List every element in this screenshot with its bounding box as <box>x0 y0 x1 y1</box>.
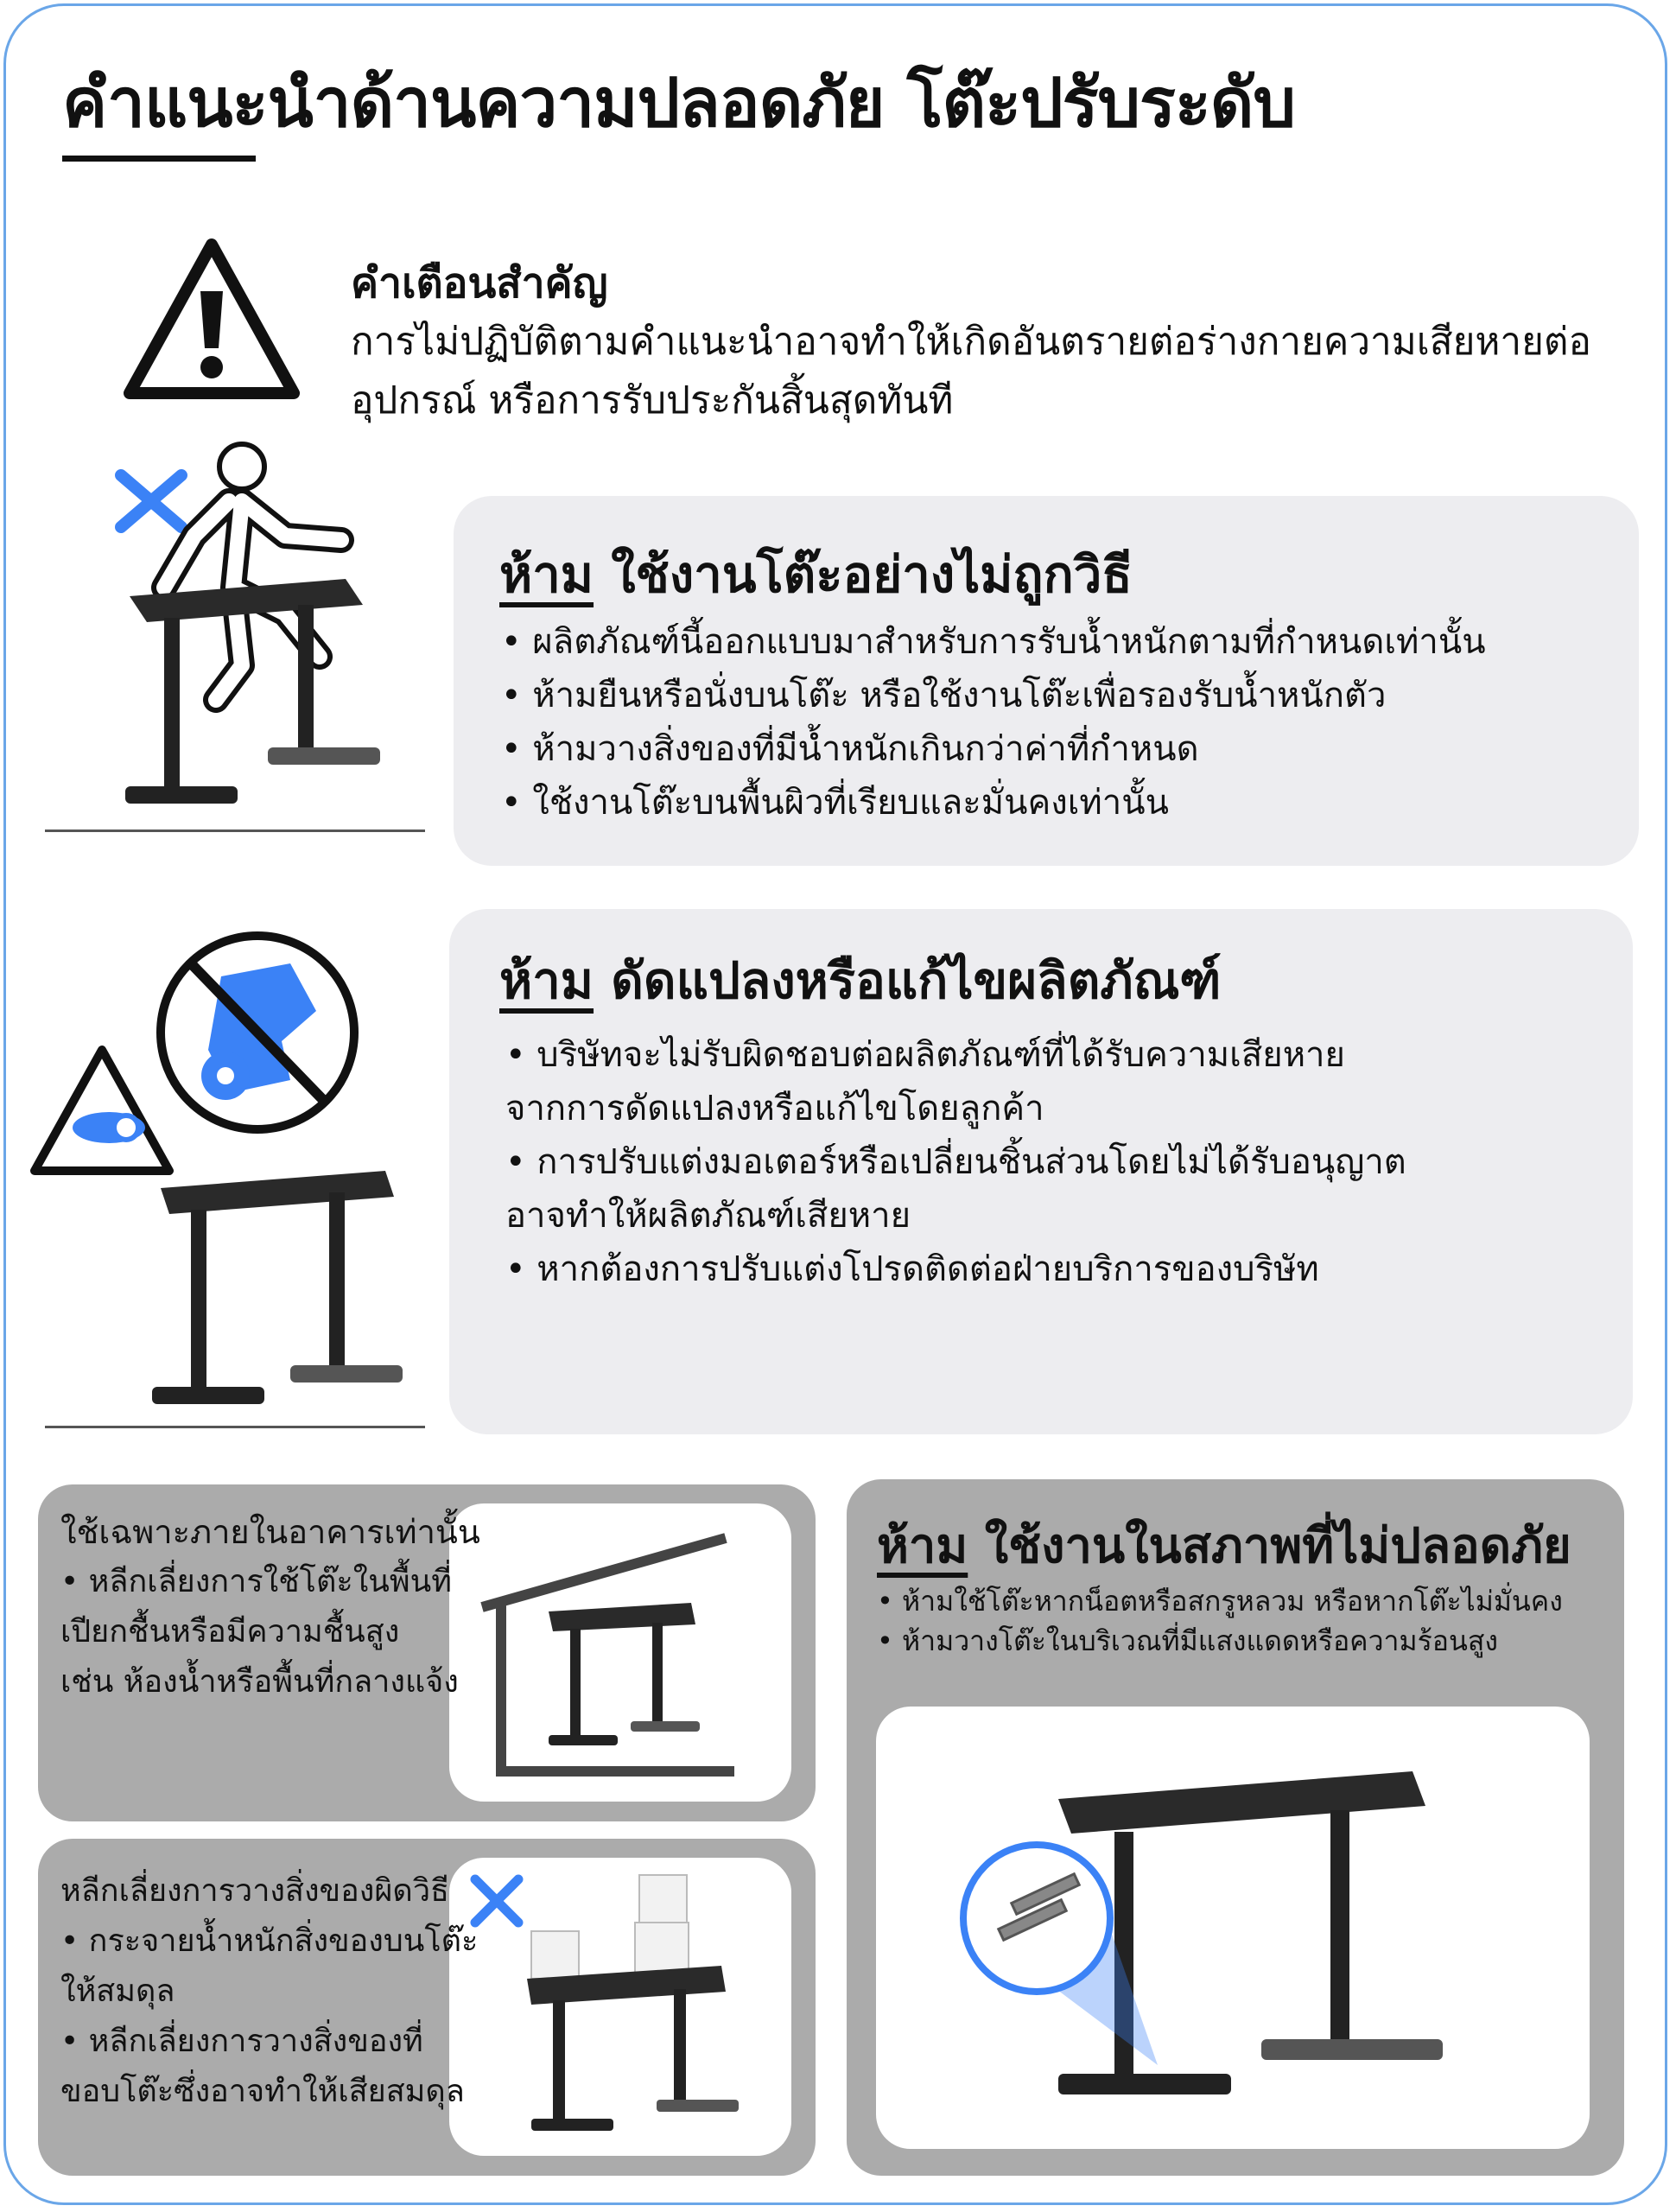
bullet-item: • ใช้งานโต๊ะบนพื้นผิวที่เรียบและมั่นคงเท่านั้น <box>501 783 1169 823</box>
indoor-line: เปียกชื้นหรือมีความชื้นสูง <box>60 1614 400 1649</box>
indoor-line: • หลีกเลี่ยงการใช้โต๊ะในพื้นที่ <box>60 1564 452 1599</box>
prohibit-label: ห้าม <box>499 545 594 604</box>
ground-line <box>45 830 425 832</box>
bullet-item: จากการดัดแปลงหรือแก้ไขโดยลูกค้า <box>505 1089 1044 1128</box>
bullet-item: • ห้ามวางโต๊ะในบริเวณที่มีแสงแดดหรือความร้อนสูง <box>877 1624 1499 1657</box>
modification-heading <box>499 940 1222 1020</box>
prohibit-label: ห้าม <box>877 1518 968 1574</box>
misuse-heading <box>499 534 1133 614</box>
indoor-heading: ใช้เฉพาะภายในอาคารเท่านั้น <box>60 1513 480 1551</box>
bullet-item: • ห้ามใช้โต๊ะหากน็อตหรือสกรูหลวม หรือหากโต๊ะไม่มั่นคง <box>877 1585 1563 1618</box>
warning-body <box>351 313 1595 430</box>
modification-bullets <box>505 1028 1406 1296</box>
unsafe-heading <box>877 1507 1571 1584</box>
bullet-item: • ห้ามยืนหรือนั่งบนโต๊ะ หรือใช้งานโต๊ะเพื่อรองรับน้ำหนักตัว <box>501 676 1387 715</box>
loose-screw-illustration <box>950 1719 1538 2134</box>
prohibit-label: ห้าม <box>499 951 594 1010</box>
indoor-desk-illustration <box>475 1529 760 1789</box>
x-mark-icon <box>475 1879 518 1923</box>
title-underline <box>62 156 256 162</box>
unsafe-bullets <box>877 1581 1563 1661</box>
no-tools-icon <box>161 936 354 1129</box>
modification-heading-text: ดัดแปลงหรือแก้ไขผลิตภัณฑ์ <box>594 951 1222 1010</box>
bullet-item: • ผลิตภัณฑ์นี้ออกแบบมาสำหรับการรับน้ำหนักตามที่กำหนดเท่านั้น <box>501 622 1486 662</box>
indoor-text <box>60 1507 480 1707</box>
warning-line: การไม่ปฏิบัติตามคำแนะนำอาจทำให้เกิดอันตรายต่อร่างกายความเสียหายต่อ <box>351 320 1591 364</box>
page-title: คำแนะนำด้านความปลอดภัย โต๊ะปรับระดับ <box>62 65 1295 143</box>
placement-line: • หลีกเลี่ยงการวางสิ่งของที่ <box>60 2024 423 2059</box>
warning-heading: คำเตือนสำคัญ <box>351 259 608 308</box>
misuse-heading-text: ใช้งานโต๊ะอย่างไม่ถูกวิธี <box>594 545 1133 604</box>
ground-line <box>45 1426 425 1428</box>
warning-triangle-icon <box>121 238 302 402</box>
misuse-bullets <box>501 615 1486 830</box>
hand-crush-warning-icon <box>35 1050 169 1171</box>
placement-text <box>60 1866 478 2117</box>
bullet-item: • การปรับแต่งมอเตอร์หรือเปลี่ยนชิ้นส่วนโดยไม่ได้รับอนุญาต <box>505 1142 1406 1182</box>
bullet-item: • หากต้องการปรับแต่งโปรดติดต่อฝ่ายบริการของบริษัท <box>505 1249 1319 1289</box>
bullet-item: อาจทำให้ผลิตภัณฑ์เสียหาย <box>505 1196 911 1236</box>
person-on-desk-illustration <box>112 441 397 821</box>
unsafe-heading-text: ใช้งานในสภาพที่ไม่ปลอดภัย <box>968 1518 1571 1574</box>
indoor-line: เช่น ห้องน้ำหรือพื้นที่กลางแจ้ง <box>60 1664 459 1700</box>
unbalanced-load-illustration <box>471 1866 765 2143</box>
bullet-item: • ห้ามวางสิ่งของที่มีน้ำหนักเกินกว่าค่าที่กำหนด <box>501 729 1199 769</box>
placement-line: ขอบโต๊ะซึ่งอาจทำให้เสียสมดุล <box>60 2074 465 2109</box>
placement-heading: หลีกเลี่ยงการวางสิ่งของผิดวิธี <box>60 1873 449 1909</box>
placement-line: • กระจายน้ำหนักสิ่งของบนโต๊ะ <box>60 1923 479 1959</box>
bullet-item: • บริษัทจะไม่รับผิดชอบต่อผลิตภัณฑ์ที่ได้รับความเสียหาย <box>505 1035 1345 1075</box>
placement-line: ให้สมดุล <box>60 1974 175 2009</box>
warning-line: อุปกรณ์ หรือการรับประกันสิ้นสุดทันที <box>351 378 954 423</box>
x-mark-icon <box>121 475 181 527</box>
no-modification-illustration <box>31 929 411 1417</box>
